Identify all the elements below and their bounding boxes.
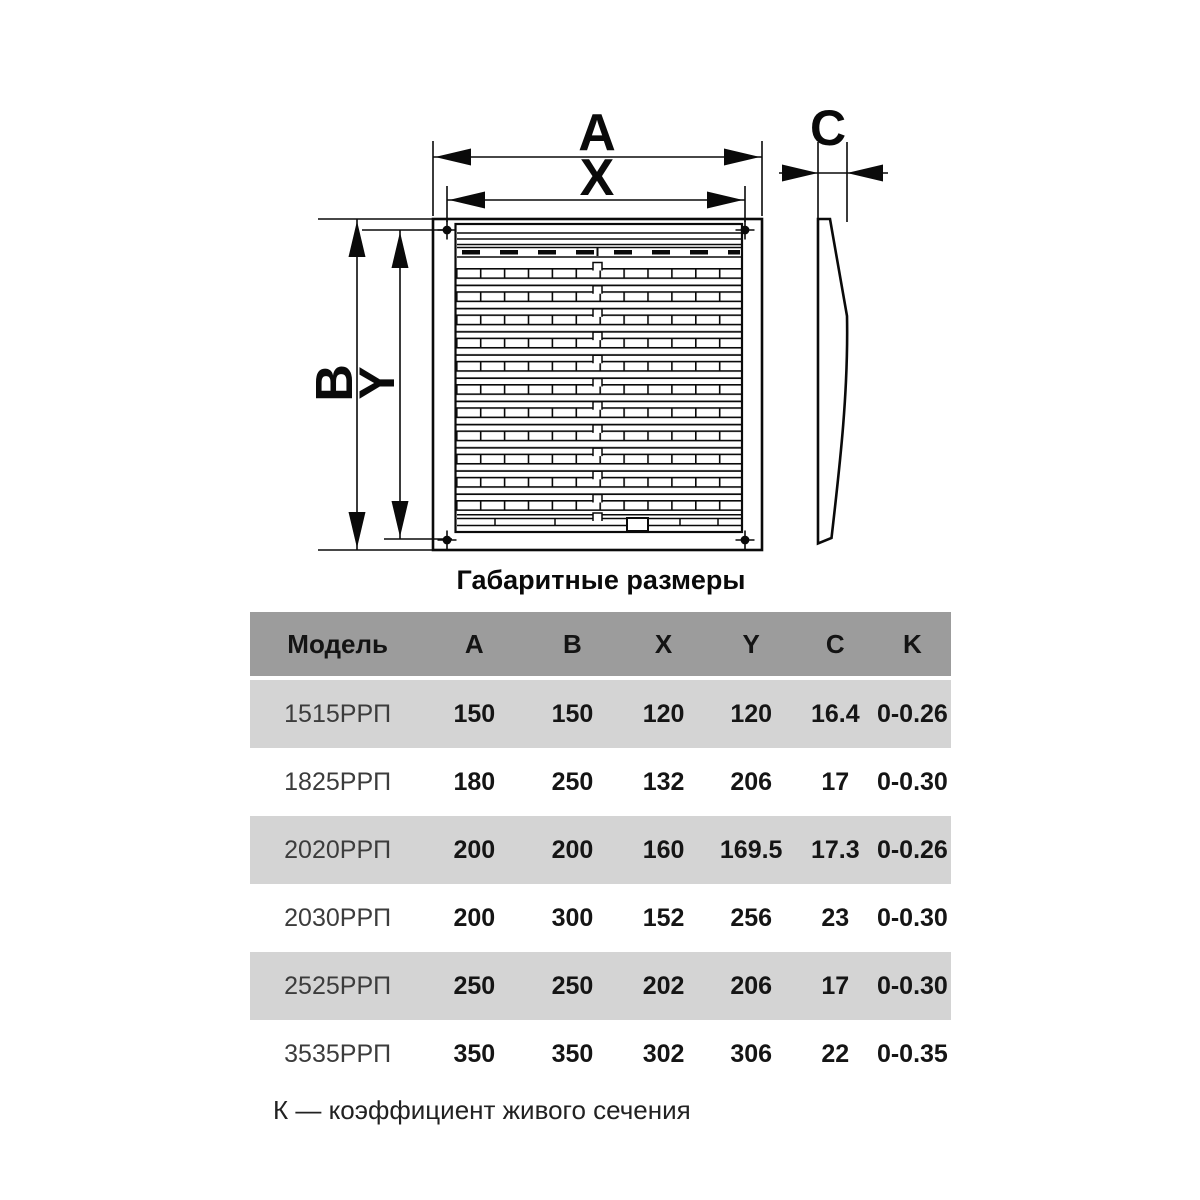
value-cell: 150 xyxy=(453,699,496,728)
value-cell: 250 xyxy=(551,971,594,1000)
value-cell: 17.3 xyxy=(810,835,860,864)
value-cell: 180 xyxy=(453,767,496,796)
footnote: К — коэффициент живого сечения xyxy=(273,1095,691,1125)
header-model: Модель xyxy=(287,629,388,659)
arrowhead xyxy=(782,165,818,182)
value-cell: 306 xyxy=(730,1039,773,1068)
dimension-c-label: C xyxy=(809,100,847,156)
value-cell: 169.5 xyxy=(719,835,783,864)
value-cell: 0-0.26 xyxy=(876,835,948,864)
value-cell: 16.4 xyxy=(810,699,860,728)
model-cell: 2020РРП xyxy=(284,835,392,864)
value-cell: 132 xyxy=(642,767,685,796)
grille-front-view xyxy=(433,219,762,550)
model-cell: 2525РРП xyxy=(284,971,392,1000)
value-cell: 350 xyxy=(453,1039,496,1068)
arrowhead xyxy=(847,165,883,182)
value-cell: 150 xyxy=(551,699,594,728)
value-cell: 206 xyxy=(730,767,773,796)
arrowhead xyxy=(724,149,760,166)
table-row xyxy=(250,884,951,952)
arrowhead xyxy=(449,192,485,209)
table-row xyxy=(250,748,951,816)
value-cell: 202 xyxy=(642,971,685,1000)
header-a: A xyxy=(464,629,484,659)
header-c: C xyxy=(825,629,845,659)
grille-side-profile xyxy=(818,219,847,544)
model-cell: 3535РРП xyxy=(284,1039,392,1068)
value-cell: 120 xyxy=(730,699,773,728)
value-cell: 152 xyxy=(642,903,685,932)
dimension-a-label: A xyxy=(578,104,616,162)
value-cell: 206 xyxy=(730,971,773,1000)
arrowhead xyxy=(392,232,409,268)
value-cell: 200 xyxy=(453,903,496,932)
value-cell: 0-0.26 xyxy=(876,699,948,728)
model-cell: 1515РРП xyxy=(284,699,392,728)
arrowhead xyxy=(349,512,366,548)
value-cell: 17 xyxy=(821,971,850,1000)
header-y: Y xyxy=(742,629,760,659)
value-cell: 256 xyxy=(730,903,773,932)
arrowhead xyxy=(392,501,409,537)
model-cell: 1825РРП xyxy=(284,767,392,796)
value-cell: 250 xyxy=(453,971,496,1000)
spec-table xyxy=(250,612,951,1088)
value-cell: 160 xyxy=(642,835,685,864)
value-cell: 0-0.35 xyxy=(876,1039,948,1068)
value-cell: 0-0.30 xyxy=(876,767,948,796)
value-cell: 0-0.30 xyxy=(876,903,948,932)
value-cell: 23 xyxy=(821,903,850,932)
value-cell: 350 xyxy=(551,1039,594,1068)
table-row xyxy=(250,1020,951,1088)
dimension-y-label: Y xyxy=(349,366,405,400)
value-cell: 120 xyxy=(642,699,685,728)
value-cell: 250 xyxy=(551,767,594,796)
table-row xyxy=(250,816,951,884)
value-cell: 17 xyxy=(821,767,850,796)
arrowhead xyxy=(349,221,366,257)
diagram-caption: Габаритные размеры xyxy=(456,565,746,595)
dimension-b-label: B xyxy=(306,364,364,402)
value-cell: 0-0.30 xyxy=(876,971,948,1000)
value-cell: 22 xyxy=(821,1039,850,1068)
table-row xyxy=(250,952,951,1020)
model-cell: 2030РРП xyxy=(284,903,392,932)
arrowhead xyxy=(707,192,743,209)
arrowhead xyxy=(435,149,471,166)
table-header-row xyxy=(250,612,951,676)
value-cell: 302 xyxy=(642,1039,685,1068)
dimension-x-label: X xyxy=(579,149,615,207)
header-x: X xyxy=(654,629,673,659)
value-cell: 300 xyxy=(551,903,594,932)
latch-tab xyxy=(627,518,648,531)
value-cell: 200 xyxy=(551,835,594,864)
table-row xyxy=(250,680,951,748)
value-cell: 200 xyxy=(453,835,496,864)
header-k: K xyxy=(903,629,922,659)
header-b: B xyxy=(563,629,582,659)
